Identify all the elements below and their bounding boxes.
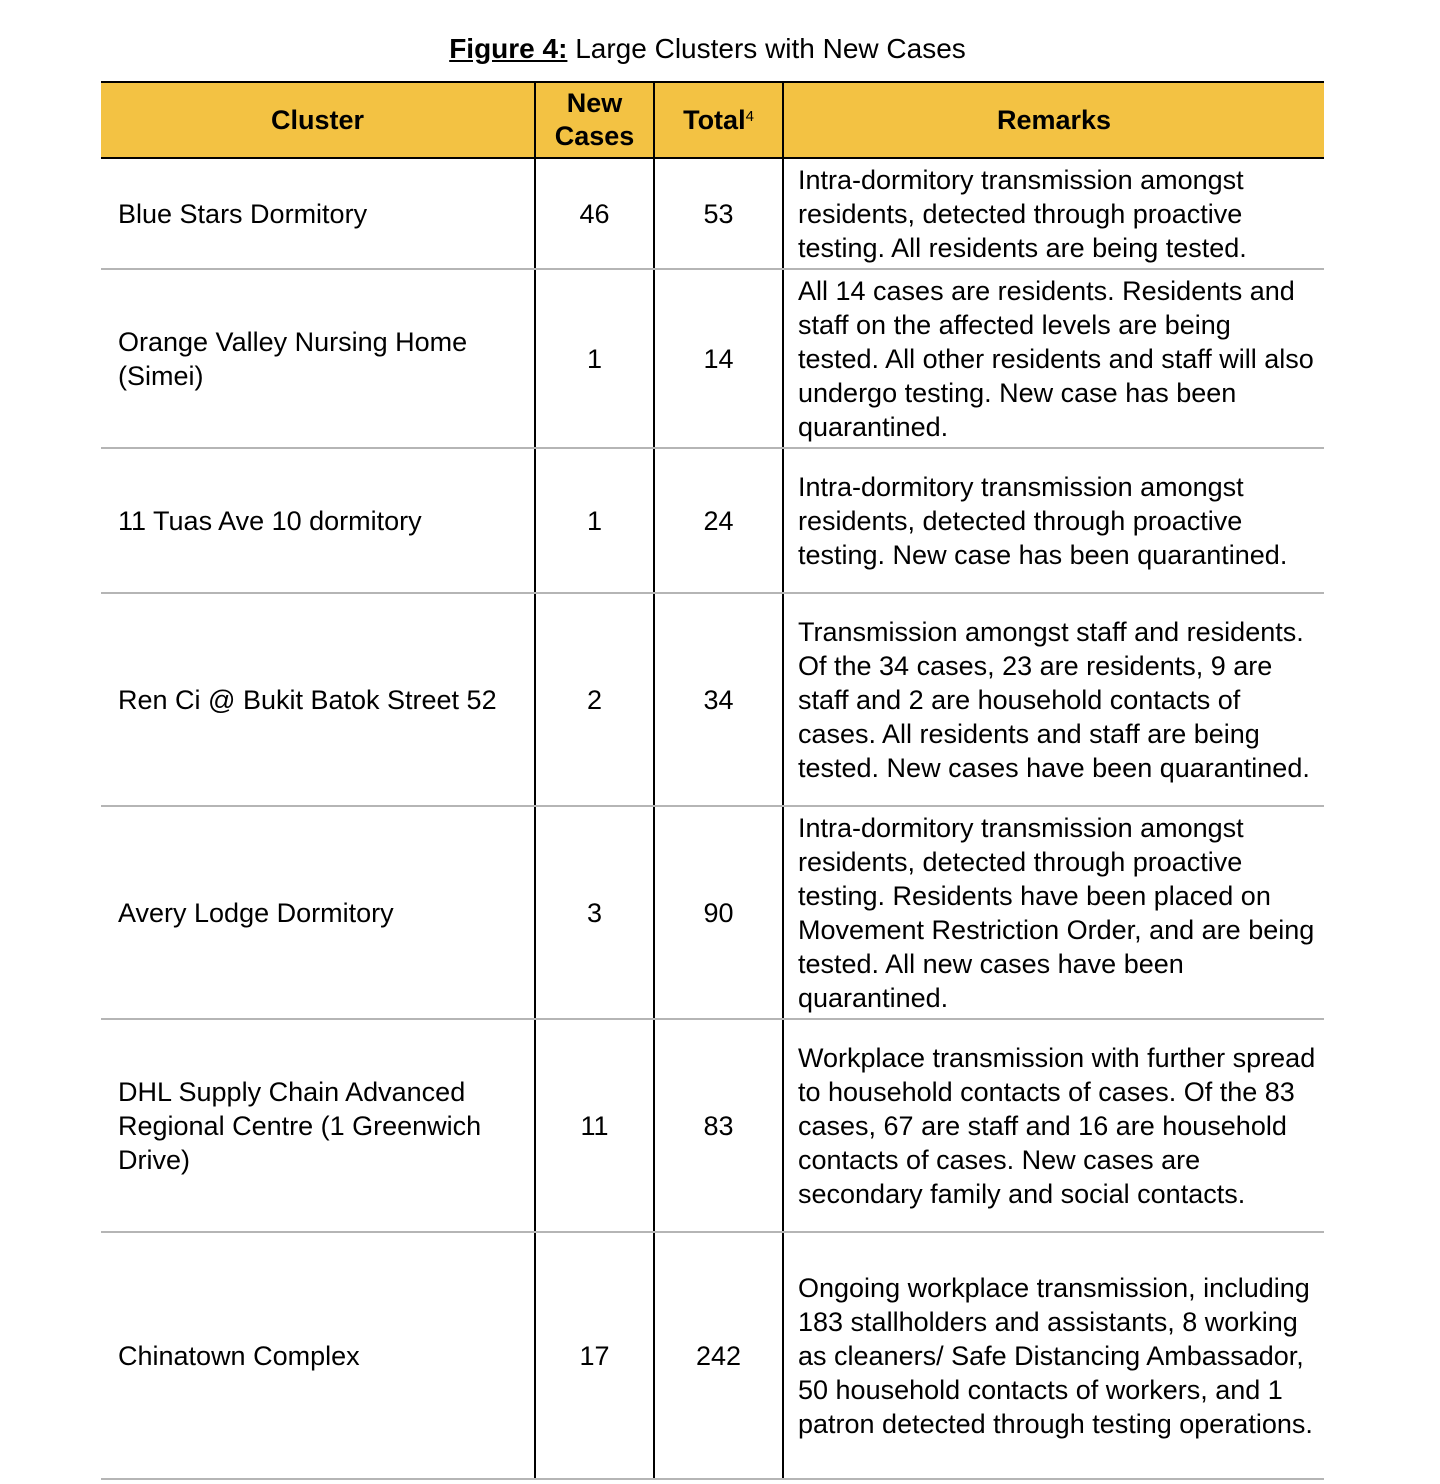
header-new-cases-line1: New [566, 88, 623, 118]
new-cases-value: 17 [535, 1232, 654, 1479]
table-row [101, 593, 1324, 806]
remarks-text: All 14 cases are residents. Residents and staff on the affected levels are being tested. All other residents and staff will also undergo testing. New case has been quarantined. [783, 269, 1324, 448]
table-row [101, 158, 1324, 269]
header-remarks: Remarks [783, 82, 1324, 158]
cluster-name: Avery Lodge Dormitory [101, 806, 535, 1019]
remarks-text: Transmission amongst staff and residents. Of the 34 cases, 23 are residents, 9 are staff and 2 are household contacts of cases. All residents and staff are being tested. New cases have been quarantined. [783, 593, 1324, 806]
total-footnote-marker: 4 [745, 107, 754, 125]
clusters-table [101, 81, 1324, 1480]
new-cases-value: 2 [535, 593, 654, 806]
table-row [101, 1019, 1324, 1232]
total-value: 90 [654, 806, 783, 1019]
total-value: 53 [654, 158, 783, 269]
cluster-name: DHL Supply Chain Advanced Regional Centre (1 Greenwich Drive) [101, 1019, 535, 1232]
cluster-name: Chinatown Complex [101, 1232, 535, 1479]
table-row [101, 806, 1324, 1019]
remarks-text: Ongoing workplace transmission, including 183 stallholders and assistants, 8 working as cleaners/ Safe Distancing Ambassador, 50 household contacts of workers, and 1 patron detected through testing operations. [783, 1232, 1324, 1479]
remarks-text: Workplace transmission with further spread to household contacts of cases. Of the 83 cases, 67 are staff and 16 are household contacts of cases. New cases are secondary family and social contacts. [783, 1019, 1324, 1232]
table-header-row [101, 82, 1324, 158]
table-row [101, 269, 1324, 448]
header-new-cases-line2: Cases [554, 121, 635, 151]
new-cases-value: 1 [535, 448, 654, 593]
new-cases-value: 1 [535, 269, 654, 448]
table-row [101, 448, 1324, 593]
figure-caption: Large Clusters with New Cases [575, 33, 966, 64]
figure-title [0, 31, 1415, 67]
cluster-name: Ren Ci @ Bukit Batok Street 52 [101, 593, 535, 806]
figure-label: Figure 4: [449, 33, 568, 64]
total-value: 242 [654, 1232, 783, 1479]
cluster-name: Blue Stars Dormitory [101, 158, 535, 269]
remarks-text: Intra-dormitory transmission amongst residents, detected through proactive testing. New case has been quarantined. [783, 448, 1324, 593]
total-value: 24 [654, 448, 783, 593]
new-cases-value: 3 [535, 806, 654, 1019]
new-cases-value: 46 [535, 158, 654, 269]
cluster-name: 11 Tuas Ave 10 dormitory [101, 448, 535, 593]
total-value: 14 [654, 269, 783, 448]
table-row [101, 1232, 1324, 1479]
new-cases-value: 11 [535, 1019, 654, 1232]
header-cluster: Cluster [101, 82, 535, 158]
total-value: 34 [654, 593, 783, 806]
remarks-text: Intra-dormitory transmission amongst residents, detected through proactive testing. Residents have been placed on Movement Restriction Order, and are being tested. All new cases have been quarantined. [783, 806, 1324, 1019]
remarks-text: Intra-dormitory transmission amongst residents, detected through proactive testing. All residents are being tested. [783, 158, 1324, 269]
cluster-name: Orange Valley Nursing Home (Simei) [101, 269, 535, 448]
total-value: 83 [654, 1019, 783, 1232]
header-total-label: Total [683, 104, 746, 135]
header-new-cases [535, 82, 654, 158]
header-total [654, 82, 783, 158]
